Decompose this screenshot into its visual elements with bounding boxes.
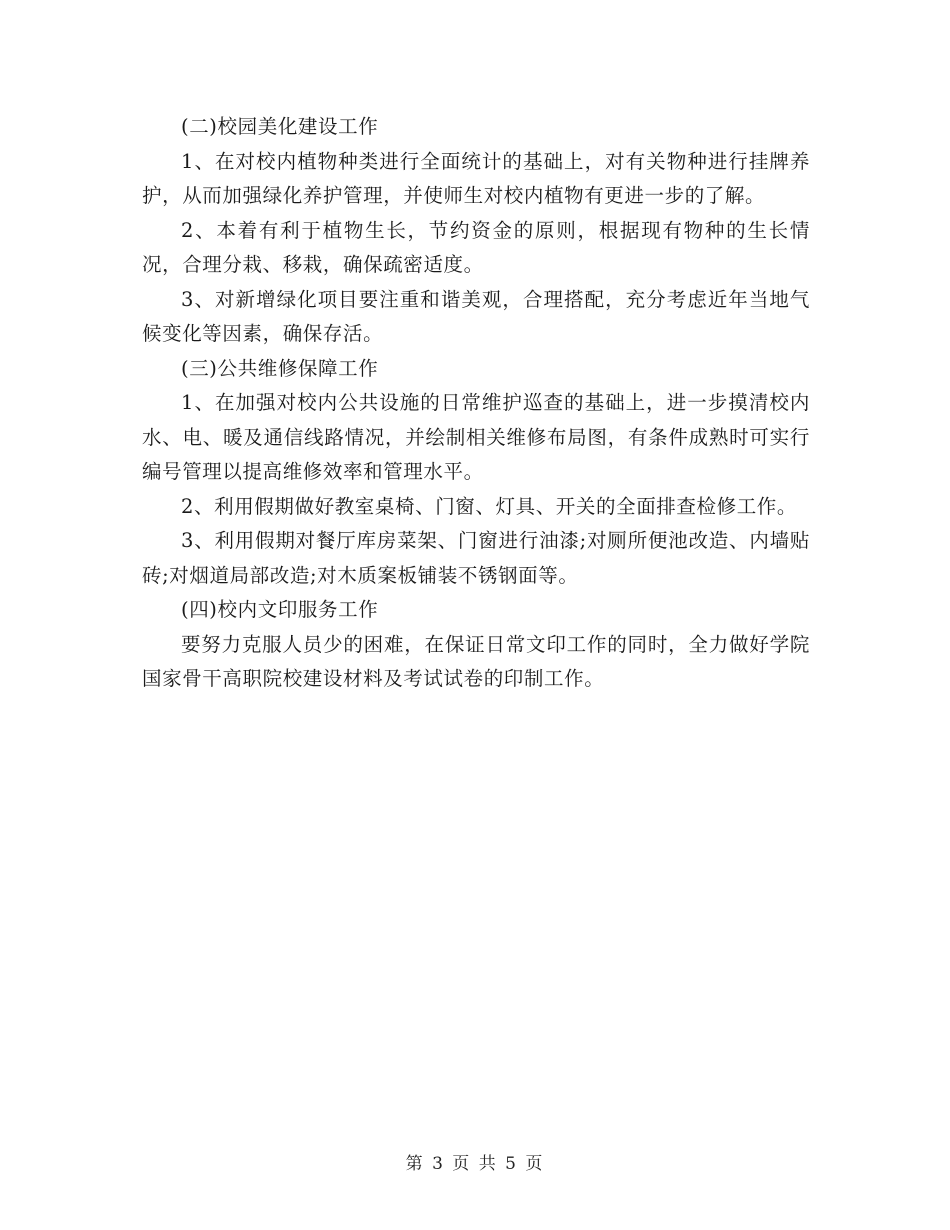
paragraph-classroom-repair: 2、利用假期做好教室桌椅、门窗、灯具、开关的全面排查检修工作。 [181, 494, 798, 518]
paragraph-plant-tagging: 1、在对校内植物种类进行全面统计的基础上，对有关物种进行挂牌养护，从而加强绿化养护管理，并使师生对校内植物有更进一步的了解。 [142, 149, 810, 207]
paragraph-new-greening: 3、对新增绿化项目要注重和谐美观，合理搭配，充分考虑近年当地气候变化等因素，确保存活。 [142, 287, 810, 345]
paragraph-facility-inspection: 1、在加强对校内公共设施的日常维护巡查的基础上，进一步摸清校内水、电、暖及通信线路情况，并绘制相关维修布局图，有条件成熟时可实行编号管理以提高维修效率和管理水平。 [142, 391, 810, 483]
paragraph-printing-work: 要努力克服人员少的困难，在保证日常文印工作的同时，全力做好学院国家骨干高职院校建设材料及考试试卷的印制工作。 [142, 632, 810, 690]
section-heading-campus-beautification: (二)校园美化建设工作 [181, 115, 379, 138]
document-body [142, 110, 810, 697]
section-heading-printing-service: (四)校内文印服务工作 [181, 598, 379, 621]
paragraph-canteen-renovation: 3、利用假期对餐厅库房菜架、门窗进行油漆;对厕所便池改造、内墙贴砖;对烟道局部改造;对木质案板铺装不锈钢面等。 [142, 529, 810, 587]
section-heading-public-maintenance: (三)公共维修保障工作 [181, 356, 379, 380]
page-number-footer: 第 3 页 共 5 页 [405, 1154, 545, 1174]
paragraph-transplanting: 2、本着有利于植物生长，节约资金的原则，根据现有物种的生长情况，合理分栽、移栽，确保疏密适度。 [142, 218, 810, 276]
